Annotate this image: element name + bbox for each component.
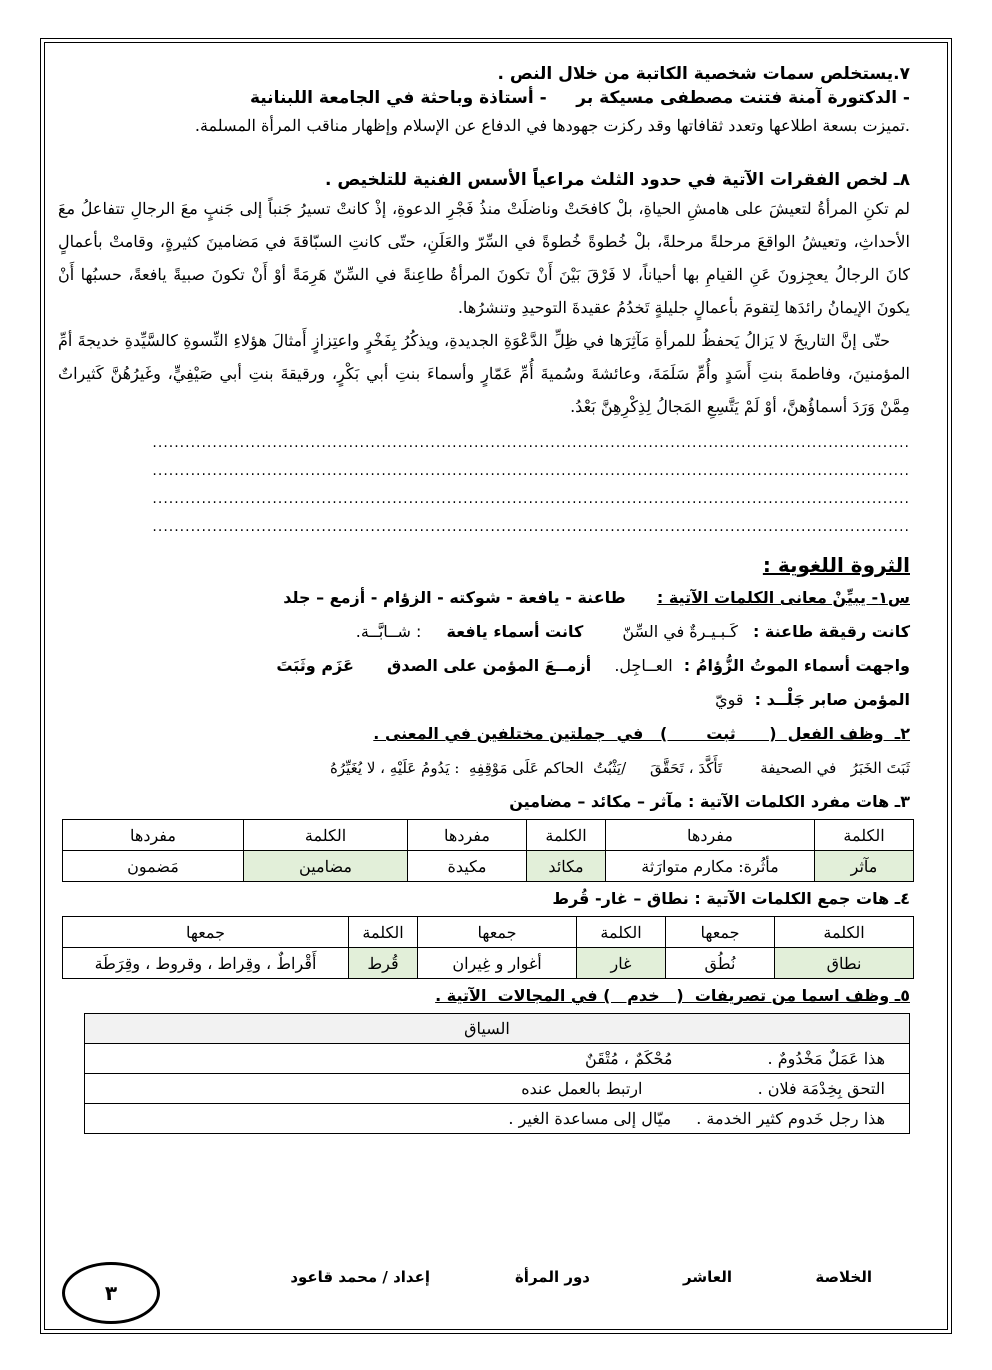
table-header-cell: مفردها	[606, 820, 815, 851]
context-meaning: ميّال إلى مساعدة الغير .	[508, 1109, 672, 1128]
worksheet-content	[58, 62, 910, 1134]
table-row	[85, 1074, 910, 1104]
table-row	[85, 1104, 910, 1134]
context-sentence: التحق بِخِدْمَة فلان .	[757, 1079, 885, 1098]
footer-summary: الخلاصة	[815, 1268, 872, 1286]
meaning-azma3a: عَزَم وثَبَتَ	[276, 656, 354, 675]
q8-paragraph-1: لم تكنِ المرأةُ لتعيشَ على هامشِ الحياةِ، بلْ كافحَتْ وناضلَتْ منذُ فَجْرِ الدعوةِ، إذْ كانتْ تسيرُ جَنباً إلى جَنبٍ معَ الرجالِ تتفاعلُ معَ الأحداثِ، وتعيشُ الواقعَ مرحلةً مرحلةً، بلْ خُطوةً خُطوةً في السِّرّ والعَلَنِ، حتّى كانتِ السبّاقةَ في مَضامينَ كثيرةٍ، وقامتْ بأعمالٍ كانَ الرجالُ يعجِزونَ عَنِ القيامِ بها أحياناً، لا فَرْقَ بَيْنَ أَنْ تكونَ المرأةُ طاعِنةً في السِّنّ هَرِمَةً أوْ أَنْ تكونَ صبيةً يافعةً، حسبُها أَنْ يكونَ الإيمانُ رائدَها لِتقومَ بأعمالٍ جليلةٍ تَخدُمُ عقيدةَ التوحيدِ وتنشرُها.	[58, 199, 910, 317]
answer-line[interactable]: ...........................................................................................................................................	[152, 491, 910, 507]
answer-line[interactable]: ...........................................................................................................................................	[152, 519, 910, 535]
word-ta3ina: كانت رقيقة طاعنة :	[752, 622, 910, 641]
table-cell: نُطُق	[666, 948, 775, 979]
q7-title: ٧.يستخلص سمات شخصية الكاتبة من خلال النص .	[497, 64, 910, 84]
table-cell: مكائد	[527, 851, 606, 882]
footer-grade: العاشر	[683, 1268, 732, 1286]
table-header-cell: الكلمة	[815, 820, 914, 851]
table-row	[63, 917, 914, 948]
table-cell: مضامين	[244, 851, 408, 882]
table-row	[63, 820, 914, 851]
s1-row-3	[58, 683, 910, 717]
table-cell: مكيدة	[408, 851, 527, 882]
meaning-jald: قويّ	[715, 690, 744, 709]
table-header-cell: الكلمة	[244, 820, 408, 851]
s3-title: ٣ـ هات مفرد الكلمات الآتية : مآثر – مكائد – مضامين	[509, 792, 910, 811]
plural-table	[62, 916, 914, 979]
context-cell	[85, 1104, 910, 1134]
q7-answer: .تميزت بسعة اطلاعها وتعدد ثقافاتها وقد ركزت جهودها في الدفاع عن الإسلام وإظهار مناقب المرأة المسلمة.	[194, 116, 910, 135]
answer-line[interactable]: ...........................................................................................................................................	[152, 463, 910, 479]
table-header-cell: جمعها	[63, 917, 349, 948]
context-table	[84, 1013, 910, 1134]
s1-question	[58, 581, 910, 615]
word-jald: المؤمن صابر جَلْــد :	[754, 690, 910, 709]
table-cell: مأثُرة: مكارم متوارَثة	[606, 851, 815, 882]
footer-author: إعداد / محمد قاعود	[290, 1268, 430, 1286]
table-header-cell: الكلمة	[527, 820, 606, 851]
q8-title: ٨ـ لخص الفقرات الآتية في حدود الثلث مراعياً الأسس الفنية للتلخيص .	[325, 170, 910, 190]
table-header-cell: الكلمة	[775, 917, 914, 948]
table-header-cell: الكلمة	[349, 917, 418, 948]
table-header-cell: مفردها	[63, 820, 244, 851]
table-cell: قُرط	[349, 948, 418, 979]
context-meaning: مُحْكَمٌ ، مُتْقَنٌ	[585, 1049, 673, 1068]
table-header-cell: جمعها	[418, 917, 577, 948]
word-azma3a: أزمــعَ المؤمن على الصدق	[387, 656, 592, 675]
context-cell	[85, 1044, 910, 1074]
s4-title: ٤ـ هات جمع الكلمات الآتية : نطاق – غار- قُرط	[552, 889, 910, 908]
meaning-zuam: العــاجِل.	[614, 656, 673, 675]
s2-title: ٢ـ وظف الفعل ( ثبت ) في جملتين مختلفين في المعنى .	[373, 724, 910, 743]
table-cell: مآثر	[815, 851, 914, 882]
context-sentence: هذا عَمَلٌ مَخْدُومٌ .	[767, 1049, 885, 1068]
table-cell: نطاق	[775, 948, 914, 979]
table-header-cell: مفردها	[408, 820, 527, 851]
table-header-cell: الكلمة	[577, 917, 666, 948]
table-cell: أغوار و غِيران	[418, 948, 577, 979]
word-zuam: واجهت أسماء الموتُ الزُّؤامُ :	[683, 656, 910, 675]
page-footer	[58, 1268, 910, 1292]
table-cell: مَضمون	[63, 851, 244, 882]
table-row	[85, 1014, 910, 1044]
vocab-section-title: الثروة اللغوية :	[762, 553, 910, 577]
s2-text: ثَبَتَ الخَبَرُ في الصحيفة تَأَكَّدَ ، تَحَقَّقَ /يَثْبُتُ الحاكم عَلَى مَوْقِفِهِ : يَدُومُ عَلَيْهِ ، لا يُغَيِّرُهُ	[330, 759, 910, 777]
context-meaning: ارتبط بالعمل عنده	[521, 1079, 643, 1098]
s1-row-1	[58, 615, 910, 649]
s1-label: س١- يبيِّنْ معانى الكلمات الآتية :	[656, 588, 910, 607]
table-cell: أَقْراطٌ ، وقِراط ، وقروط ، وقِرَطَة	[63, 948, 349, 979]
s1-words: طاعنة - يافعة - شوكته - الزؤام - أزمع – جلد	[283, 588, 626, 607]
context-sentence: هذا رجل خَدوم كثير الخدمة .	[696, 1109, 885, 1128]
table-cell: غار	[577, 948, 666, 979]
footer-lesson: دور المرأة	[514, 1268, 590, 1286]
context-cell	[85, 1074, 910, 1104]
q8-paragraph-2: حتّى إنَّ التاريخَ لا يَزالُ يَحفظُ للمرأةِ مَآثِرَها في ظِلِّ الدَّعْوَةِ الجديدةِ، ويذكُرُ بِفَخْرٍ واعتِزازٍ أَمثالَ هؤلاءِ النِّسوةِ كالسَّيِّدةِ خديجةَ أمِّ المؤمنينَ، وفاطمةَ بنتِ أَسَدٍ وأُمِّ سَلَمَةَ، وعائشةَ وسُميةَ أُمِّ عَمّارٍ وأسماءَ بنتِ أبي بَكْرٍ، ورقيقةَ بنتِ أبي صَيْفِيٍّ، وغَيرُهُنَّ كَثيراتٌ مِمَّنْ وَرَدَ أسماؤُهنَّ، أوْ لَمْ يَتَّسِعِ المَجالُ لِذِكْرِهِنَّ بَعْدُ.	[58, 331, 910, 416]
meaning-ta3ina: كَـبـيـرةٌ في السِّنّ	[622, 622, 738, 641]
table-header-cell: جمعها	[666, 917, 775, 948]
table-row	[63, 948, 914, 979]
singular-table	[62, 819, 914, 882]
context-header: السياق	[85, 1014, 910, 1044]
s5-title: ٥ـ وظف اسما من تصريفات ( خدم ) في المجالات الآتية .	[435, 986, 910, 1005]
q7-author-line: - الدكتورة آمنة فتنت مصطفى مسيكة بر - أستاذة وباحثة في الجامعة اللبنانية	[249, 88, 910, 108]
table-row	[85, 1044, 910, 1074]
s1-row-2	[58, 649, 910, 683]
table-row	[63, 851, 914, 882]
meaning-yafi3a: : شــابَّــة.	[355, 622, 422, 641]
page-number: ٣	[62, 1262, 160, 1324]
answer-line[interactable]: ...........................................................................................................................................	[152, 435, 910, 451]
word-yafi3a: كانت أسماء يافعة	[446, 622, 584, 641]
answer-lines	[58, 429, 910, 541]
